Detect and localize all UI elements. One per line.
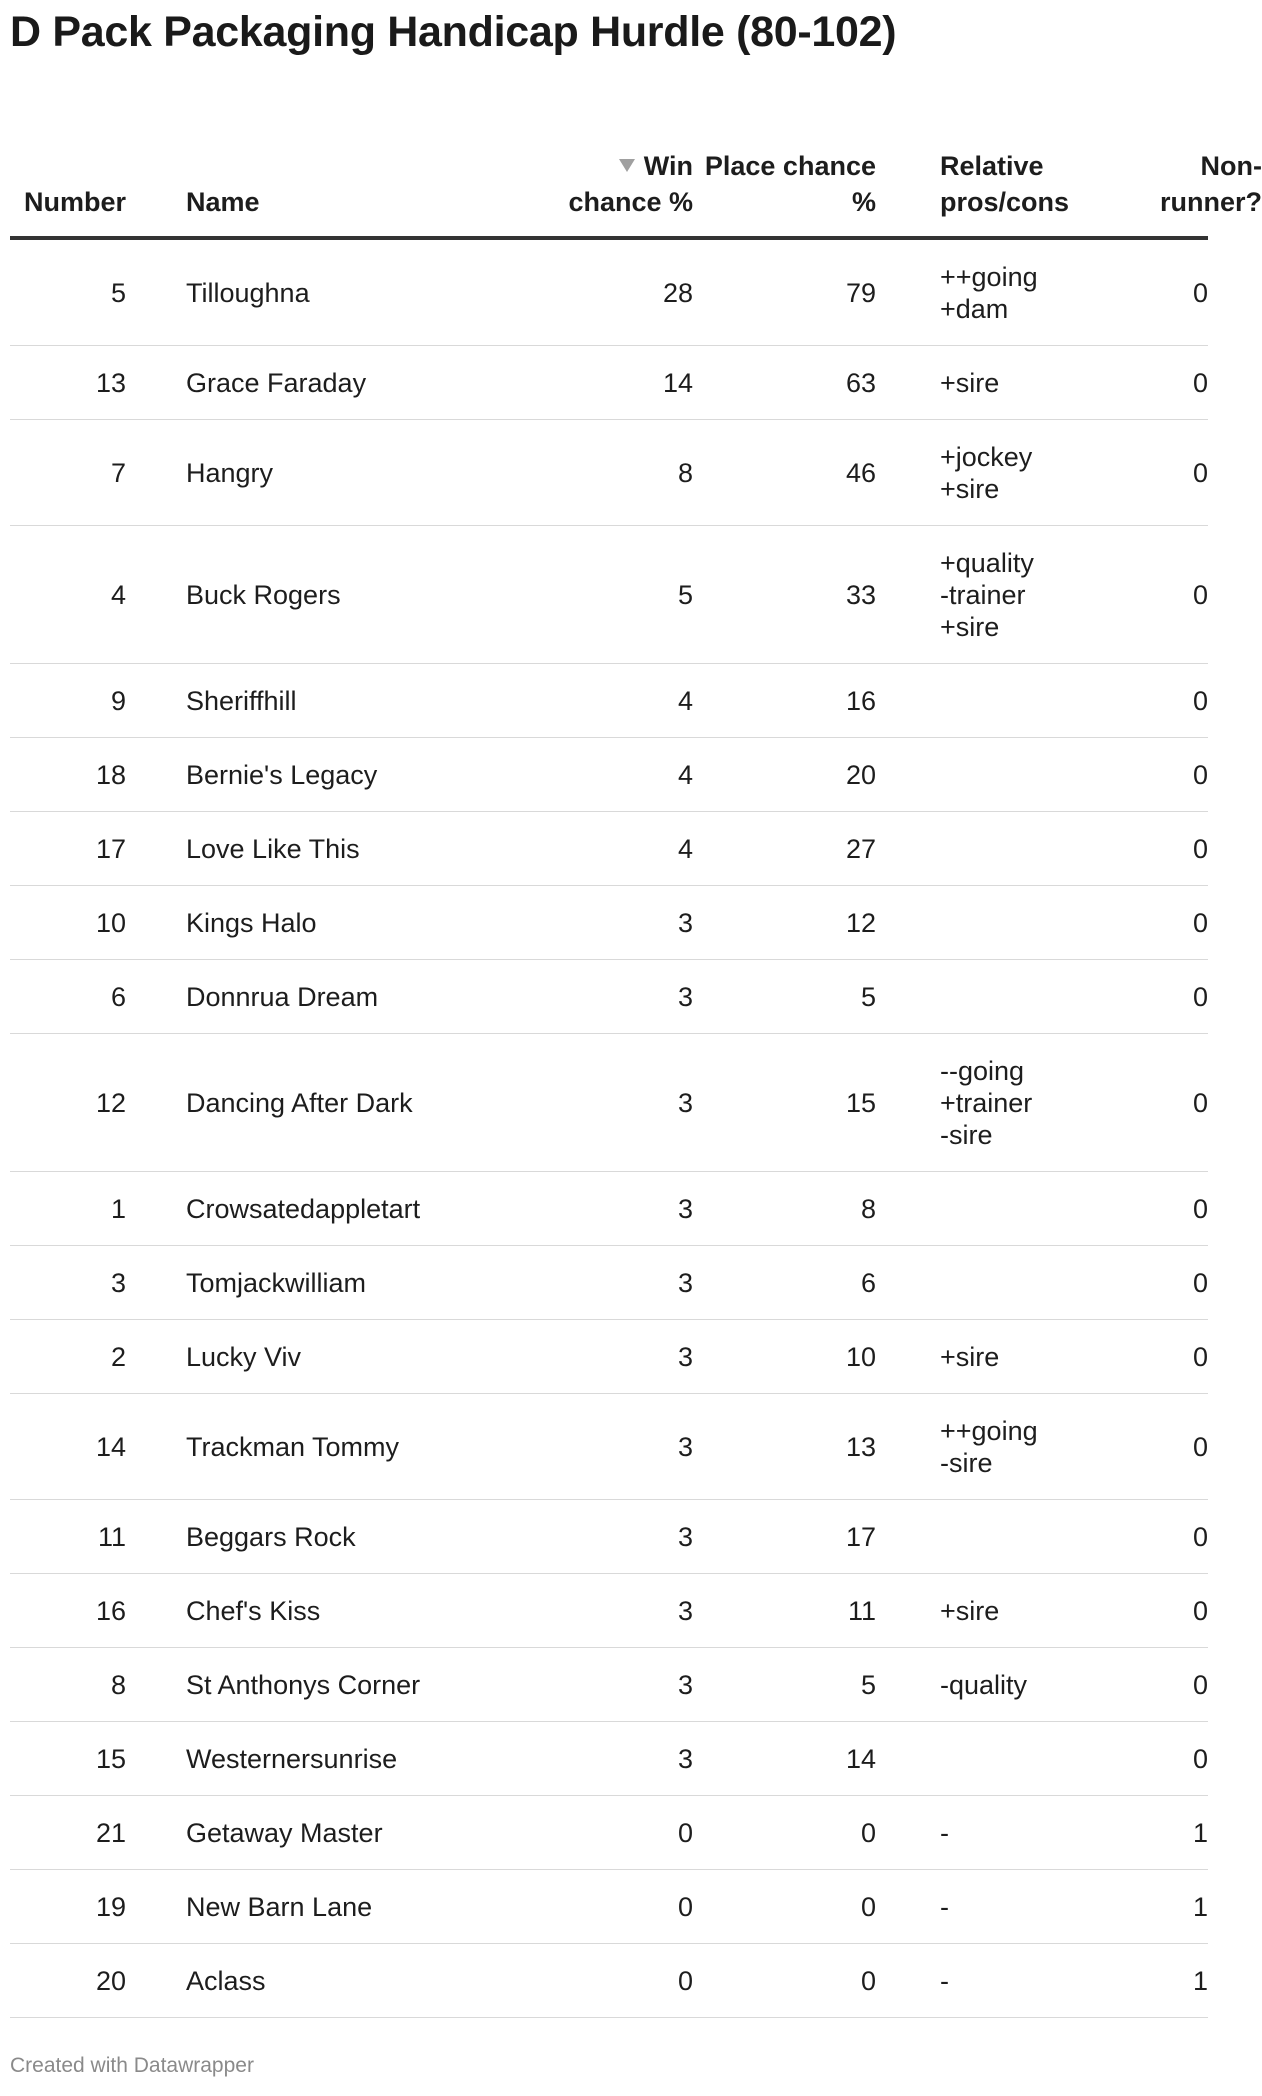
table-row <box>10 1944 1208 2018</box>
table-row <box>10 1796 1208 1870</box>
cell-name: Getaway Master <box>186 1817 383 1848</box>
cell-number: 1 <box>110 1193 126 1224</box>
cell-number: 17 <box>95 833 126 864</box>
table-row <box>10 1648 1208 1722</box>
cell-number: 20 <box>95 1965 126 1996</box>
chart-title: D Pack Packaging Handicap Hurdle (80-102) <box>10 8 897 56</box>
table-row <box>10 1034 1208 1172</box>
table-body <box>10 240 1208 2018</box>
table-row <box>10 886 1208 960</box>
cell-relative: +sire <box>940 367 1000 398</box>
cell-win-chance: 3 <box>677 1267 693 1298</box>
footer-credit: Created with Datawrapper <box>10 2054 254 2077</box>
cell-win-chance: 3 <box>677 981 693 1012</box>
cell-win-chance: 4 <box>677 685 693 716</box>
cell-relative: - <box>940 1965 949 1996</box>
cell-win-chance: 3 <box>677 1743 693 1774</box>
cell-relative: ++going -sire <box>940 1415 1038 1478</box>
cell-win-chance: 4 <box>677 833 693 864</box>
cell-number: 5 <box>110 277 126 308</box>
cell-name: Crowsatedappletart <box>186 1193 421 1224</box>
cell-place-chance: 15 <box>845 1087 876 1118</box>
table-row <box>10 664 1208 738</box>
table-header <box>10 110 1262 240</box>
cell-name: Chef's Kiss <box>186 1595 321 1626</box>
cell-place-chance: 0 <box>860 1817 876 1848</box>
header-non-runner[interactable]: Non-runner? <box>1160 151 1262 217</box>
cell-win-chance: 8 <box>677 457 693 488</box>
cell-relative: --going +trainer -sire <box>940 1055 1033 1150</box>
cell-number: 8 <box>110 1669 126 1700</box>
cell-win-chance: 5 <box>677 579 693 610</box>
cell-win-chance: 3 <box>677 1431 693 1462</box>
cell-win-chance: 3 <box>677 1669 693 1700</box>
header-win-chance[interactable] <box>519 148 693 220</box>
cell-non-runner: 0 <box>1192 367 1208 398</box>
table-row <box>10 1320 1208 1394</box>
header-place-chance[interactable]: Place chance % <box>704 151 876 217</box>
cell-number: 6 <box>110 981 126 1012</box>
cell-place-chance: 16 <box>845 685 876 716</box>
cell-non-runner: 0 <box>1192 1743 1208 1774</box>
cell-win-chance: 14 <box>662 367 693 398</box>
table-row <box>10 1500 1208 1574</box>
cell-win-chance: 3 <box>677 1595 693 1626</box>
table-row <box>10 1172 1208 1246</box>
cell-name: Beggars Rock <box>186 1521 356 1552</box>
cell-non-runner: 1 <box>1192 1891 1208 1922</box>
cell-non-runner: 0 <box>1192 759 1208 790</box>
cell-relative: +jockey +sire <box>940 441 1033 504</box>
cell-relative: +sire <box>940 1341 1000 1372</box>
cell-non-runner: 0 <box>1192 1267 1208 1298</box>
cell-name: Hangry <box>186 457 274 488</box>
header-number[interactable]: Number <box>23 187 126 217</box>
cell-place-chance: 14 <box>845 1743 876 1774</box>
cell-non-runner: 0 <box>1192 1521 1208 1552</box>
cell-number: 21 <box>95 1817 126 1848</box>
cell-place-chance: 13 <box>845 1431 876 1462</box>
cell-name: Lucky Viv <box>186 1341 302 1372</box>
table-row <box>10 1394 1208 1500</box>
cell-place-chance: 27 <box>845 833 876 864</box>
cell-name: Grace Faraday <box>186 367 367 398</box>
cell-name: Sheriffhill <box>186 685 297 716</box>
cell-name: Tomjackwilliam <box>186 1267 367 1298</box>
cell-non-runner: 0 <box>1192 1341 1208 1372</box>
cell-win-chance: 0 <box>677 1817 693 1848</box>
cell-place-chance: 17 <box>845 1521 876 1552</box>
cell-non-runner: 0 <box>1192 1193 1208 1224</box>
cell-number: 2 <box>110 1341 126 1372</box>
cell-name: Dancing After Dark <box>186 1087 413 1118</box>
cell-place-chance: 10 <box>845 1341 876 1372</box>
table-row <box>10 1246 1208 1320</box>
table-row <box>10 346 1208 420</box>
cell-name: Love Like This <box>186 833 360 864</box>
cell-place-chance: 33 <box>845 579 876 610</box>
cell-win-chance: 28 <box>662 277 693 308</box>
cell-name: Trackman Tommy <box>186 1431 400 1462</box>
cell-place-chance: 0 <box>860 1965 876 1996</box>
cell-relative: -quality <box>940 1669 1028 1700</box>
table-row <box>10 526 1208 664</box>
cell-name: Tilloughna <box>186 277 310 308</box>
table-row <box>10 420 1208 526</box>
cell-win-chance: 3 <box>677 1087 693 1118</box>
table-row <box>10 960 1208 1034</box>
cell-number: 16 <box>95 1595 126 1626</box>
cell-name: Kings Halo <box>186 907 317 938</box>
cell-name: New Barn Lane <box>186 1891 373 1922</box>
cell-number: 3 <box>110 1267 126 1298</box>
header-relative[interactable]: Relative pros/cons <box>940 151 1070 217</box>
cell-non-runner: 0 <box>1192 457 1208 488</box>
cell-relative: +sire <box>940 1595 1000 1626</box>
cell-non-runner: 0 <box>1192 1431 1208 1462</box>
cell-non-runner: 0 <box>1192 1595 1208 1626</box>
cell-relative: +quality -trainer +sire <box>940 547 1034 642</box>
cell-non-runner: 0 <box>1192 1669 1208 1700</box>
table-row <box>10 240 1208 346</box>
cell-win-chance: 0 <box>677 1965 693 1996</box>
cell-non-runner: 0 <box>1192 981 1208 1012</box>
cell-name: Westernersunrise <box>186 1743 398 1774</box>
cell-place-chance: 5 <box>860 981 876 1012</box>
cell-place-chance: 63 <box>845 367 876 398</box>
header-win-chance-label: Win chance % <box>568 151 693 217</box>
cell-place-chance: 8 <box>860 1193 876 1224</box>
cell-number: 18 <box>95 759 126 790</box>
cell-non-runner: 1 <box>1192 1817 1208 1848</box>
table-row <box>10 1574 1208 1648</box>
cell-number: 14 <box>95 1431 126 1462</box>
data-table <box>10 110 1262 2018</box>
cell-place-chance: 0 <box>860 1891 876 1922</box>
cell-number: 19 <box>95 1891 126 1922</box>
cell-win-chance: 0 <box>677 1891 693 1922</box>
cell-number: 11 <box>97 1521 126 1552</box>
cell-win-chance: 3 <box>677 1521 693 1552</box>
header-name[interactable]: Name <box>186 187 260 217</box>
cell-non-runner: 0 <box>1192 579 1208 610</box>
cell-place-chance: 12 <box>845 907 876 938</box>
cell-number: 15 <box>95 1743 126 1774</box>
cell-name: Bernie's Legacy <box>186 759 378 790</box>
cell-name: St Anthonys Corner <box>186 1669 421 1700</box>
table-row <box>10 812 1208 886</box>
cell-number: 4 <box>110 579 126 610</box>
cell-place-chance: 79 <box>845 277 876 308</box>
cell-number: 9 <box>110 685 126 716</box>
cell-place-chance: 11 <box>847 1595 876 1626</box>
cell-win-chance: 3 <box>677 1193 693 1224</box>
cell-place-chance: 46 <box>845 457 876 488</box>
cell-win-chance: 4 <box>677 759 693 790</box>
cell-name: Donnrua Dream <box>186 981 379 1012</box>
cell-number: 12 <box>95 1087 126 1118</box>
cell-non-runner: 1 <box>1192 1965 1208 1996</box>
cell-non-runner: 0 <box>1192 833 1208 864</box>
cell-relative: - <box>940 1817 949 1848</box>
table-row <box>10 738 1208 812</box>
cell-relative: ++going +dam <box>940 261 1038 324</box>
cell-place-chance: 20 <box>845 759 876 790</box>
cell-non-runner: 0 <box>1192 907 1208 938</box>
cell-number: 7 <box>110 457 126 488</box>
sort-descending-icon <box>619 159 635 172</box>
table-row <box>10 1722 1208 1796</box>
cell-non-runner: 0 <box>1192 277 1208 308</box>
cell-place-chance: 5 <box>860 1669 876 1700</box>
cell-win-chance: 3 <box>677 907 693 938</box>
cell-place-chance: 6 <box>860 1267 876 1298</box>
cell-non-runner: 0 <box>1192 1087 1208 1118</box>
cell-name: Buck Rogers <box>186 579 341 610</box>
cell-relative: - <box>940 1891 949 1922</box>
cell-non-runner: 0 <box>1192 685 1208 716</box>
cell-name: Aclass <box>186 1965 266 1996</box>
cell-win-chance: 3 <box>677 1341 693 1372</box>
cell-number: 13 <box>95 367 126 398</box>
table-row <box>10 1870 1208 1944</box>
cell-number: 10 <box>95 907 126 938</box>
